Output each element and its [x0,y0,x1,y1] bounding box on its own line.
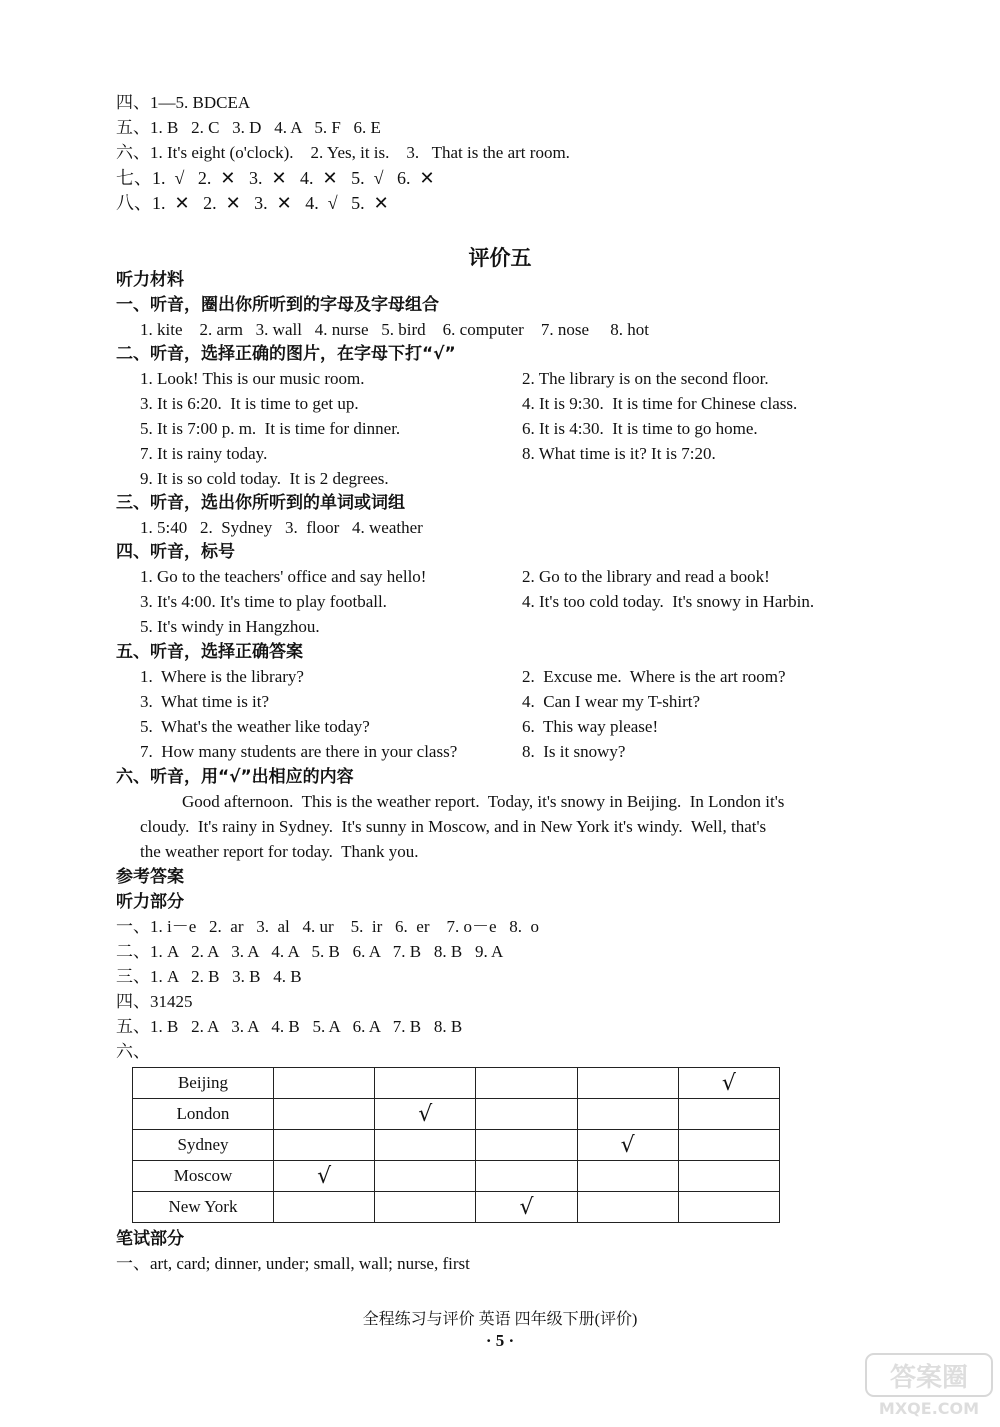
answer-line-6: 六、1. It's eight (o'clock). 2. Yes, it is. 3. That is the art room. [116,143,570,162]
mark-cell [678,1161,779,1192]
table-row [133,1161,780,1192]
part6-heading: 六、听音，用“√”出相应的内容 [116,767,354,787]
part3-heading: 三、听音，选出你所听到的单词或词组 [116,493,405,513]
ref-line-1: 一、1. i－e 2. ar 3. al 4. ur 5. ir 6. er 7. o－e 8. o [116,917,540,936]
listening-part-label: 听力部分 [116,892,184,912]
mark-cell [274,1099,375,1130]
mark-cell [274,1068,375,1099]
answer-line-8: 八、1. ✕ 2. ✕ 3. ✕ 4. √ 5. ✕ [116,193,389,213]
part6-text-3: the weather report for today. Thank you. [140,842,419,861]
mark-cell [476,1068,577,1099]
part2-left-1: 1. Look! This is our music room. [140,369,365,388]
mark-cell [577,1161,678,1192]
section-title: 评价五 [468,246,532,270]
svg-text:答案圈: 答案圈 [889,1363,969,1393]
reference-answers-label: 参考答案 [116,867,184,887]
mark-cell [375,1161,476,1192]
part4-right-2: 4. It's too cold today. It's snowy in Harbin. [522,592,815,611]
part4-right-1: 2. Go to the library and read a book! [522,567,770,586]
written-part-label: 笔试部分 [116,1229,184,1249]
table-row [133,1130,780,1161]
ref-line-5: 五、1. B 2. A 3. A 4. B 5. A 6. A 7. B 8. B [116,1017,463,1036]
part5-right-1: 2. Excuse me. Where is the art room? [522,667,786,686]
city-cell: New York [133,1192,274,1223]
part2-right-3: 6. It is 4:30. It is time to go home. [522,419,758,438]
mark-cell: √ [476,1192,577,1223]
mark-cell [476,1161,577,1192]
part2-left-3: 5. It is 7:00 p. m. It is time for dinner. [140,419,401,438]
mark-cell [375,1192,476,1223]
table-row [133,1192,780,1223]
svg-text:MXQE.COM: MXQE.COM [878,1399,980,1418]
city-cell: Beijing [133,1068,274,1099]
part5-heading: 五、听音，选择正确答案 [116,642,303,662]
city-cell: Moscow [133,1161,274,1192]
answer-line-5: 五、1. B 2. C 3. D 4. A 5. F 6. E [116,118,381,137]
part4-left-1: 1. Go to the teachers' office and say hello! [140,567,427,586]
mark-cell: √ [577,1130,678,1161]
mark-cell [476,1130,577,1161]
part5-left-1: 1. Where is the library? [140,667,304,686]
part2-heading: 二、听音，选择正确的图片，在字母下打“√” [116,344,456,364]
part4-left-3: 5. It's windy in Hangzhou. [140,617,320,636]
part3-line: 1. 5:40 2. Sydney 3. floor 4. weather [140,518,423,537]
part2-left-4: 7. It is rainy today. [140,444,268,463]
ref-line-6: 六、 [116,1042,150,1061]
page-footer: 全程练习与评价 英语 四年级下册(评价) [362,1311,638,1328]
weather-answer-table [132,1067,780,1223]
part4-heading: 四、听音，标号 [116,542,235,562]
city-cell: Sydney [133,1130,274,1161]
ref-line-4: 四、31425 [116,992,193,1011]
part2-left-2: 3. It is 6:20. It is time to get up. [140,394,359,413]
part5-right-2: 4. Can I wear my T-shirt? [522,692,700,711]
answer-line-7: 七、1. √ 2. ✕ 3. ✕ 4. ✕ 5. √ 6. ✕ [116,168,435,188]
mark-cell: √ [274,1161,375,1192]
table-row [133,1068,780,1099]
mark-cell [375,1068,476,1099]
part5-left-2: 3. What time is it? [140,692,270,711]
part4-left-2: 3. It's 4:00. It's time to play football. [140,592,387,611]
part2-right-2: 4. It is 9:30. It is time for Chinese class. [522,394,798,413]
part6-text-1: Good afternoon. This is the weather report. Today, it's snowy in Beijing. In London it's [182,792,785,811]
mark-cell [375,1130,476,1161]
listening-material-label: 听力材料 [116,270,184,290]
part1-heading: 一、听音，圈出你所听到的字母及字母组合 [116,295,439,315]
part2-right-4: 8. What time is it? It is 7:20. [522,444,716,463]
mark-cell [678,1192,779,1223]
part5-right-4: 8. Is it snowy? [522,742,626,761]
part2-left-5: 9. It is so cold today. It is 2 degrees. [140,469,389,488]
part2-right-1: 2. The library is on the second floor. [522,369,769,388]
ref-line-3: 三、1. A 2. B 3. B 4. B [116,967,302,986]
part5-left-3: 5. What's the weather like today? [140,717,370,736]
mark-cell [678,1099,779,1130]
part5-left-4: 7. How many students are there in your class? [140,742,458,761]
answer-line-4: 四、1—5. BDCEA [116,93,251,112]
page-number: · 5 · [485,1331,515,1350]
mark-cell [476,1099,577,1130]
mark-cell [678,1130,779,1161]
mark-cell [274,1130,375,1161]
mark-cell [274,1192,375,1223]
mark-cell: √ [375,1099,476,1130]
written-line-1: 一、art, card; dinner, under; small, wall; nurse, first [116,1254,470,1273]
mark-cell [577,1099,678,1130]
part1-line: 1. kite 2. arm 3. wall 4. nurse 5. bird 6. computer 7. nose 8. hot [140,320,649,339]
part5-right-3: 6. This way please! [522,717,659,736]
mark-cell [577,1192,678,1223]
mark-cell: √ [678,1068,779,1099]
ref-line-2: 二、1. A 2. A 3. A 4. A 5. B 6. A 7. B 8. B 9. A [116,942,504,961]
mark-cell [577,1068,678,1099]
table-row [133,1099,780,1130]
part6-text-2: cloudy. It's rainy in Sydney. It's sunny in Moscow, and in New York it's windy. Well, that's [140,817,767,836]
city-cell: London [133,1099,274,1130]
watermark-logo-icon [864,1352,994,1420]
